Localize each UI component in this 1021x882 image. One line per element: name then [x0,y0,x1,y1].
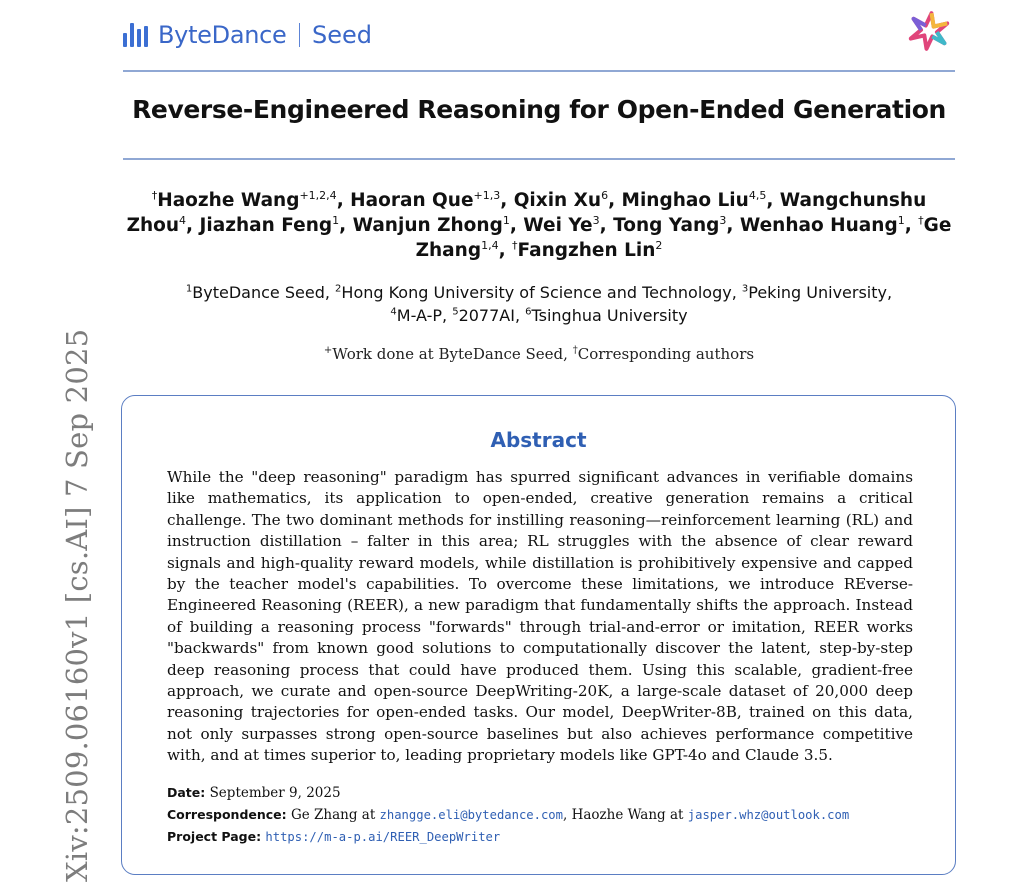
author-affiliation-sup: 2 [655,238,663,252]
paper-title: Reverse-Engineered Reasoning for Open-Ended Generation [132,95,946,124]
affiliation-list: $^1$ByteDance Seed, $^2$Hong Kong University of Science and Technology, $^3$Peking University, $^4$M-A-P, $^5$2077AI, $^6$Tsinghua University [185,283,893,325]
affiliation-name: M-A-P [396,306,443,325]
affiliation [186,283,325,302]
logo-brand-text: ByteDance [158,21,287,49]
author-name [152,190,337,211]
author-name-text: Wei Ye [523,215,593,236]
abstract-text: While the "deep reasoning" paradigm has spurred significant advances in verifiable domains like mathematics, its application to open-ended, creative generation remains a critical challenge. The two dominant methods for instilling reasoning—reinforcement learning (RL) and instruction distillation – falter in this area; RL struggles with the absence of clear reward signals and high-quality reward models, while distillation is prohibitively expensive and capped by the teacher model's capabilities. To overcome these limitations, we introduce REverse-Engineered Reasoning (REER), a new paradigm that fundamentally shifts the approach. Instead of building a reasoning process "forwards" through trial-and-error or imitation, REER works "backwards" from known good solutions to computationally discover the latent, step-by-step deep reasoning process that could have produced them. Using this scalable, gradient-free approach, we curate and open-source DeepWriting-20K, a large-scale dataset of 20,000 deep reasoning trajectories for open-ended tasks. Our model, DeepWriter-8B, trained on this data, not only surpasses strong open-source baselines but also achieves performance competitive with, and at times superior to, leading proprietary models like GPT-4o and Claude 3.5. [167,468,913,765]
affiliation [742,283,887,302]
author-name [350,190,500,211]
bytedance-bars-icon [123,23,148,47]
author-name [353,215,510,236]
author-list: †Haozhe Wang$^{+1,2,4}$, Haoran Que$^{+1,3}$, Qixin Xu$^6$, Minghao Liu$^{4,5}$, Wangchunshu Zhou$^4$, Jiazhan Feng$^1$, Wanjun Zhong$^1$, Wei Ye$^3$, Tong Yang$^3$, Wenhao Huang$^1$, †Ge Zhang$^{1,4}$, †Fangzhen Lin$^2$ [126,188,952,261]
author-mark: † [512,238,518,252]
author-name [740,215,905,236]
author-name-text: Haoran Que [350,190,474,211]
affiliation-name: Peking University [748,283,887,302]
affiliation-name: 2077AI [458,306,515,325]
correspondence-line [167,804,937,826]
author-name-text: Wangchunshu Zhou [126,190,927,236]
author-affiliation-sup: +1,3 [473,188,501,202]
author-affiliation-sup: 1 [502,213,510,227]
work-note: Work done at ByteDance Seed, [332,345,568,363]
correspondence-name-2: , Haozhe Wang at [562,807,684,823]
affiliation-name: Hong Kong University of Science and Technology [341,283,732,302]
author-name [523,215,599,236]
author-mark: † [151,188,158,202]
author-name [613,215,726,236]
abstract-box [121,395,956,875]
corresponding-note: Corresponding authors [577,345,755,363]
author-affiliation-sup: 1 [332,213,340,227]
work-mark: + [323,345,333,356]
author-affiliation-sup: 3 [719,213,727,227]
corresponding-mark: † [572,345,578,356]
author-name [514,190,608,211]
top-divider [123,70,955,72]
project-page-link[interactable]: https://m-a-p.ai/REER_DeepWriter [265,830,501,844]
author-notes [123,345,955,363]
author-affiliation-sup: 4,5 [748,188,767,202]
affiliation [390,306,442,325]
affiliation-sup: 4 [390,306,397,318]
affiliation-sup: 2 [335,283,342,295]
title-divider [123,158,955,160]
author-affiliation-sup: 1,4 [481,238,499,252]
author-name-text: Qixin Xu [513,190,602,211]
affiliation-sup: 5 [452,306,459,318]
affiliation-sup: 3 [741,283,749,295]
author-name-text: Jiazhan Feng [199,215,333,236]
date-line [167,782,937,804]
date-label: Date: [167,785,206,800]
author-affiliation-sup: 4 [179,213,187,227]
affiliation-sup: 6 [525,306,532,318]
author-name [622,190,767,211]
abstract-heading: Abstract [490,428,587,452]
affiliation [335,283,732,302]
author-name [200,215,340,236]
author-name-text: Haozhe Wang [157,190,300,211]
affiliation [525,306,687,325]
author-name-text: Ge Zhang [415,215,952,261]
email-link-2[interactable]: jasper.whz@outlook.com [687,808,850,822]
affiliation [452,306,515,325]
author-affiliation-sup: +1,2,4 [299,188,337,202]
seed-star-icon [908,10,950,52]
author-name [512,240,662,261]
author-affiliation-sup: 6 [601,188,609,202]
affiliation-name: ByteDance Seed [192,283,325,302]
bytedance-seed-logo [123,20,372,50]
page-header [123,14,955,62]
project-page-label: Project Page: [167,829,262,844]
author-name-text: Wenhao Huang [739,215,898,236]
author-name-text: Tong Yang [613,215,720,236]
logo-separator [299,23,301,47]
author-affiliation-sup: 1 [897,213,905,227]
author-mark: † [918,213,924,227]
author-name-text: Fangzhen Lin [517,240,656,261]
affiliation-sup: 1 [185,283,193,295]
logo-product-text: Seed [312,21,373,49]
project-page-line [167,826,937,848]
correspondence-label: Correspondence: [167,807,287,822]
paper-metadata [167,782,937,848]
author-name-text: Wanjun Zhong [352,215,503,236]
affiliation-name: Tsinghua University [531,306,688,325]
author-affiliation-sup: 3 [592,213,600,227]
correspondence-name-1: Ge Zhang at [290,807,376,823]
author-name-text: Minghao Liu [621,190,749,211]
arxiv-stamp: Xiv:2509.06160v1 [cs.AI] 7 Sep 2025 [60,328,94,882]
date-value: September 9, 2025 [209,785,341,801]
email-link-1[interactable]: zhangge.eli@bytedance.com [379,808,563,822]
